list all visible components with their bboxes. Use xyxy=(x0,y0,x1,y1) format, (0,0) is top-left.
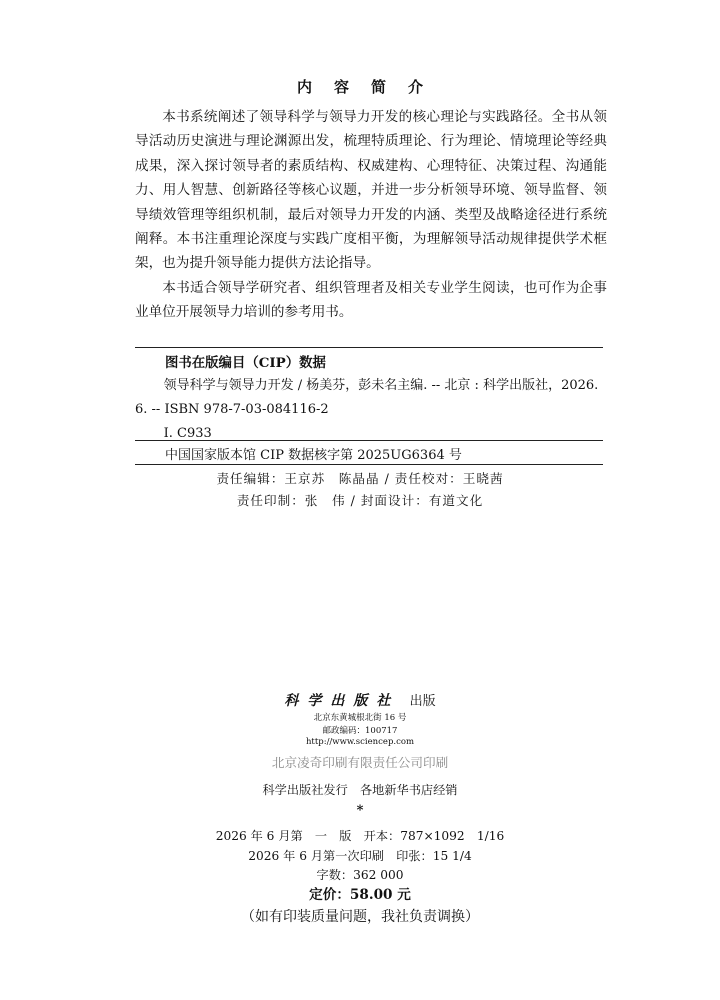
cip-title: 图书在版编目（CIP）数据 xyxy=(165,355,326,371)
cip-top-rule xyxy=(135,347,603,348)
publisher-logo: 科学出版社 xyxy=(284,693,400,709)
summary-body xyxy=(135,105,607,325)
edition-spec: 2026 年 6 月第 一 版 开本：787×1092 1/16 xyxy=(215,829,505,843)
cip-mid-rule xyxy=(135,440,603,441)
publisher-address: 北京东黄城根北街 16 号 xyxy=(313,713,407,723)
quality-notice: （如有印装质量问题，我社负责调换） xyxy=(241,909,479,925)
printer: 北京凌奇印刷有限责任公司印刷 xyxy=(271,755,449,770)
cip-bottom-rule xyxy=(135,464,603,465)
summary-paragraph-2: 本书适合领导学研究者、组织管理者及相关专业学生阅读，也可作为企事业单位开展领导力培训的参考用书。 xyxy=(135,279,607,321)
cip-entry: 领导科学与领导力开发 / 杨美芬，彭未名主编. -- 北京 : 科学出版社，2026. 6. -- ISBN 978-7-03-084116-2 xyxy=(135,378,599,417)
price: 定价：58.00 元 xyxy=(309,887,411,903)
summary-paragraph-1: 本书系统阐述了领导科学与领导力开发的核心理论与实践路径。全书从领导活动历史演进与理论渊源出发，梳理特质理论、行为理论、情境理论等经典成果，深入探讨领导者的素质结构、权威建构、心理特征、决策过程、沟通能力、用人智慧、创新路径等核心议题，并进一步分析领导环境、领导监督、领导绩效管理等组织机制，最后对领导力开发的内涵、类型及战略途径进行系统阐释。本书注重理论深度与实践广度相平衡，为理解领导活动规律提供学术框架，也为提升领导能力提供方法论指导。 xyxy=(135,109,607,272)
cip-classification: Ⅰ. C933 xyxy=(163,426,212,441)
staff-line-2: 责任印制：张 伟 / 封面设计：有道文化 xyxy=(236,493,484,508)
publisher-postcode: 邮政编码：100717 xyxy=(322,726,398,736)
printing-spec: 2026 年 6 月第一次印刷 印张：15 1/4 xyxy=(248,849,472,863)
publisher-website: http://www.sciencep.com xyxy=(305,737,415,747)
cip-record: 中国国家版本馆 CIP 数据核字第 2025UG6364 号 xyxy=(165,448,462,463)
summary-title: 内容简介 xyxy=(296,78,445,96)
cip-body xyxy=(135,374,603,446)
publish-label: 出版 xyxy=(409,694,436,709)
word-count: 字数：362 000 xyxy=(316,868,404,882)
publisher-line xyxy=(0,690,720,710)
staff-line-1: 责任编辑：王京苏 陈晶晶 / 责任校对：王晓茜 xyxy=(216,471,504,486)
distribution: 科学出版社发行 各地新华书店经销 xyxy=(262,783,458,797)
separator-star: * xyxy=(356,803,364,818)
